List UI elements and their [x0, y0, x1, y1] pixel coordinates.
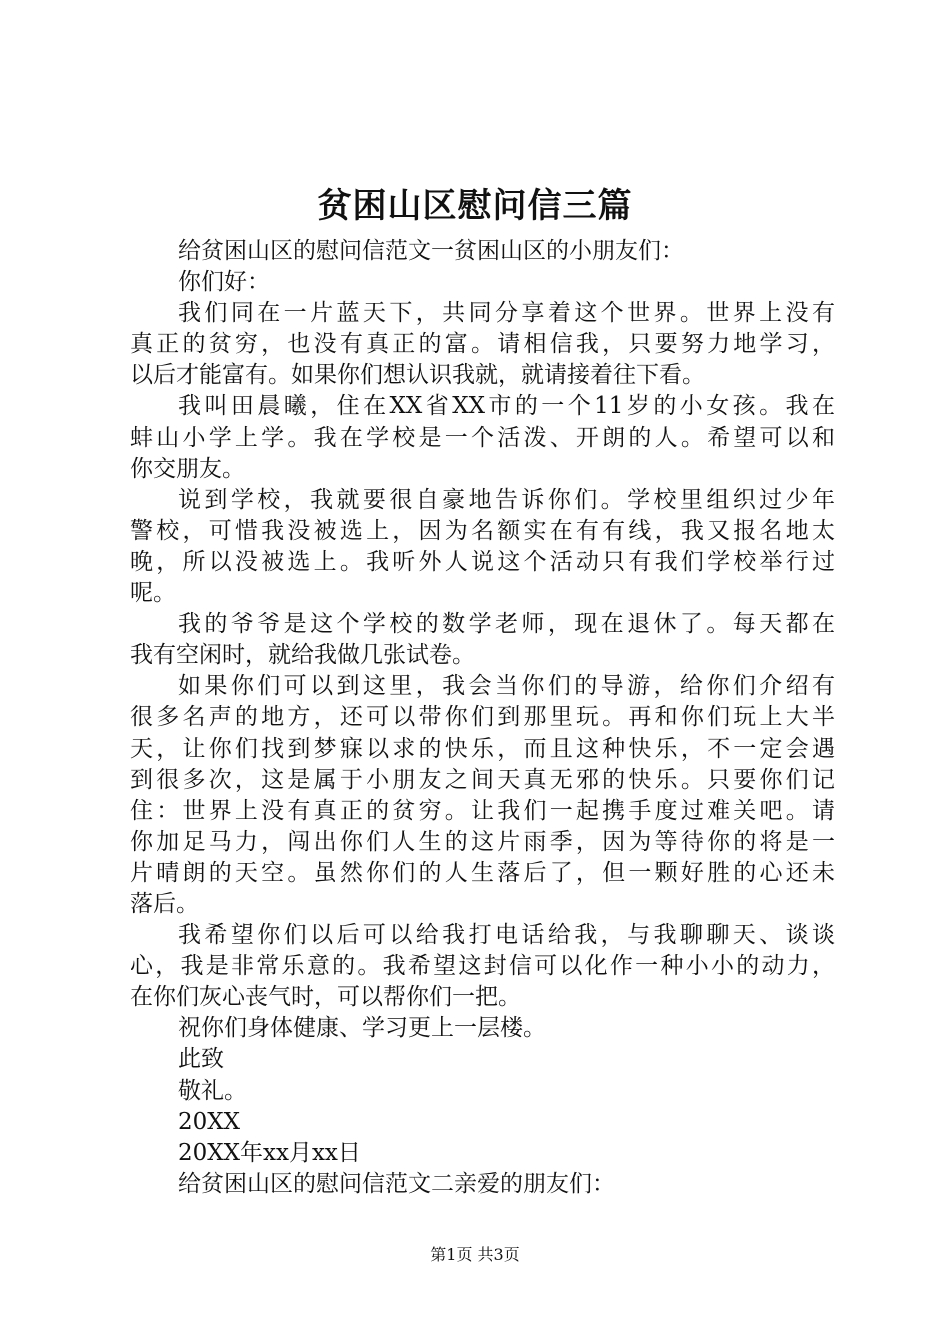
text-line: 天，让你们找到梦寐以求的快乐，而且这种快乐，不一定会遇	[130, 735, 835, 762]
text-line: 给贫困山区的慰问信范文二亲爱的朋友们：	[178, 1170, 615, 1197]
text-line: 说到学校，我就要很自豪地告诉你们。学校里组织过少年	[178, 486, 835, 513]
text-line: 敬礼。	[178, 1077, 247, 1104]
text-line: 落后。	[130, 890, 199, 917]
text-line: 警校，可惜我没被选上，因为名额实在有有线，我又报名地太	[130, 517, 835, 544]
text-line: 我们同在一片蓝天下，共同分享着这个世界。世界上没有	[178, 300, 835, 327]
text-line: 心，我是非常乐意的。我希望这封信可以化作一种小小的动力，	[130, 953, 835, 980]
page-title: 贫困山区慰问信三篇	[317, 186, 633, 226]
text-line: 20XX年xx月xx日	[178, 1139, 361, 1166]
text-line: 此致	[178, 1046, 224, 1073]
text-line: 我叫田晨曦，住在XX省XX市的一个11岁的小女孩。我在	[178, 393, 835, 420]
text-line: 呢。	[130, 580, 176, 607]
text-line: 以后才能富有。如果你们想认识我就，就请接着往下看。	[130, 362, 705, 389]
text-line: 真正的贫穷，也没有真正的富。请相信我，只要努力地学习，	[130, 331, 835, 358]
text-line: 你交朋友。	[130, 455, 245, 482]
text-line: 晚，所以没被选上。我听外人说这个活动只有我们学校举行过	[130, 548, 835, 575]
text-line: 给贫困山区的慰问信范文一贫困山区的小朋友们：	[178, 238, 684, 264]
page-number-footer: 第1页 共3页	[430, 1245, 520, 1264]
text-line: 你加足马力，闯出你们人生的这片雨季，因为等待你的将是一	[130, 828, 835, 855]
text-line: 我希望你们以后可以给我打电话给我，与我聊聊天、谈谈	[178, 922, 835, 949]
text-line: 我的爷爷是这个学校的数学老师，现在退休了。每天都在	[178, 611, 835, 638]
text-line: 到很多次，这是属于小朋友之间天真无邪的快乐。只要你们记	[130, 766, 835, 793]
text-line: 片晴朗的天空。虽然你们的人生落后了，但一颗好胜的心还未	[130, 859, 835, 886]
text-line: 如果你们可以到这里，我会当你们的导游，给你们介绍有	[178, 673, 835, 700]
text-line: 在你们灰心丧气时，可以帮你们一把。	[130, 984, 521, 1011]
text-line: 祝你们身体健康、学习更上一层楼。	[178, 1015, 546, 1042]
letter-body	[130, 236, 835, 1200]
text-line: 你们好：	[178, 269, 270, 296]
text-line: 很多名声的地方，还可以带你们到那里玩。再和你们玩上大半	[130, 704, 835, 731]
text-line: 蚌山小学上学。我在学校是一个活泼、开朗的人。希望可以和	[130, 424, 835, 451]
text-line: 我有空闲时，就给我做几张试卷。	[130, 642, 475, 669]
text-line: 住：世界上没有真正的贫穷。让我们一起携手度过难关吧。请	[130, 797, 835, 824]
text-line: 20XX	[178, 1108, 241, 1135]
